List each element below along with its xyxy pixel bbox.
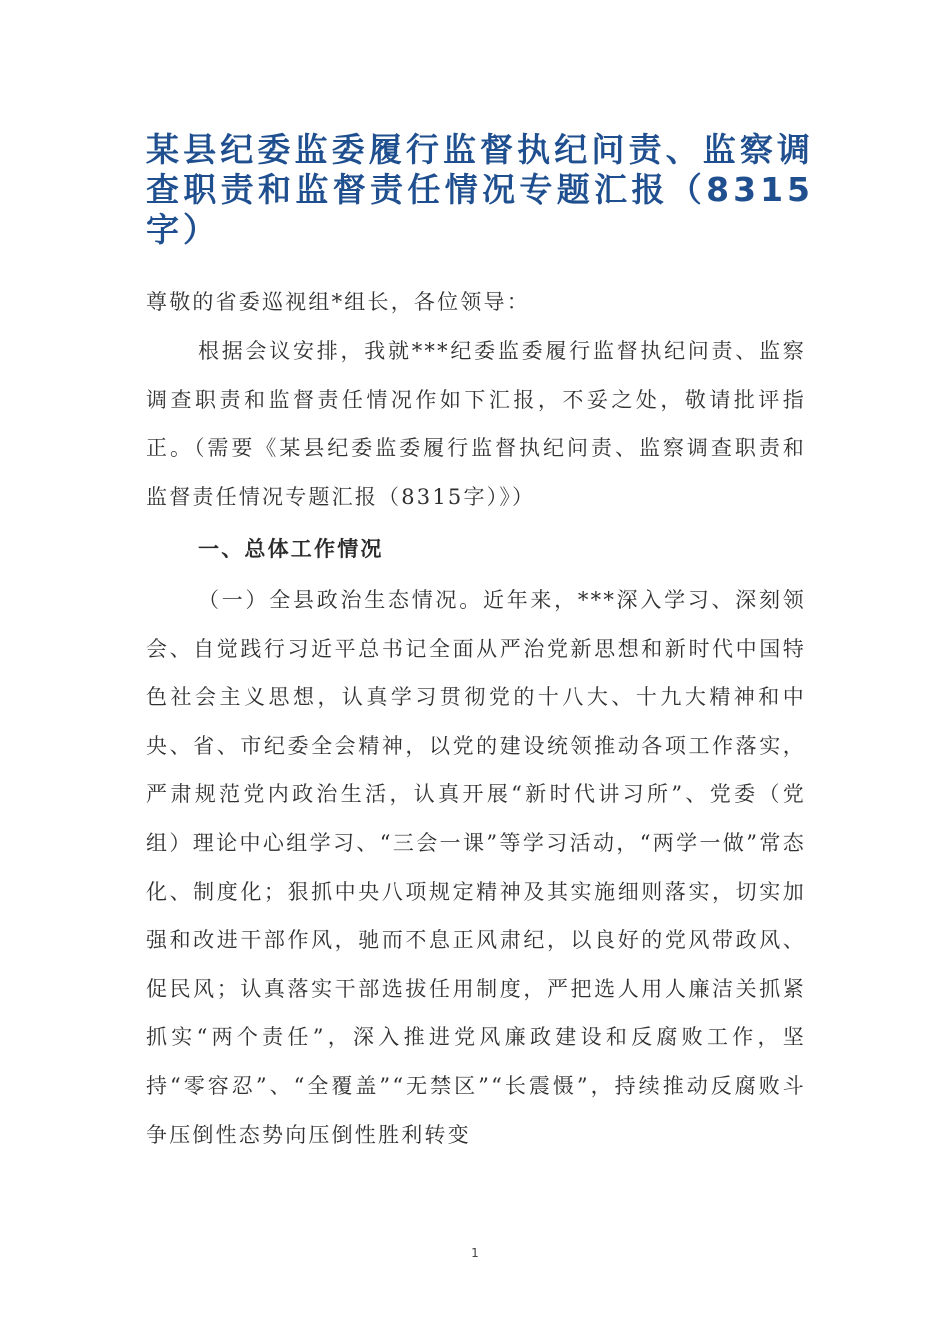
- body-paragraph: （一）全县政治生态情况。近年来，***深入学习、深刻领会、自觉践行习近平总书记全面从严治党新思想和新时代中国特色社会主义思想，认真学习贯彻党的十八大、十九大精神和中央、省、市纪委全会精神，以党的建设统领推动各项工作落实，严肃规范党内政治生活，认真开展“新时代讲习所”、党委（党组）理论中心组学习、“三会一课”等学习活动，“两学一做”常态化、制度化；狠抓中央八项规定精神及其实施细则落实，切实加强和改进干部作风，驰而不息正风肃纪，以良好的党风带政风、促民风；认真落实干部选拔任用制度，严把选人用人廉洁关抓紧抓实“两个责任”，深入推进党风廉政建设和反腐败工作，坚持“零容忍”、“全覆盖”“无禁区”“长震慑”，持续推动反腐败斗争压倒性态势向压倒性胜利转变: [146, 588, 806, 1147]
- intro-paragraph: 根据会议安排，我就***纪委监委履行监督执纪问责、监察调查职责和监督责任情况作如下汇报，不妥之处，敬请批评指正。（需要《某县纪委监委履行监督执纪问责、监察调查职责和监督责任情况专题汇报（8315字）》）: [146, 339, 806, 509]
- page-number: 1: [471, 1246, 479, 1260]
- salutation: 尊敬的省委巡视组*组长，各位领导：: [146, 290, 530, 314]
- document-title: 某县纪委监委履行监督执纪问责、监察调查职责和监督责任情况专题汇报（8315字）: [146, 130, 814, 249]
- section-heading: 一、总体工作情况: [198, 537, 384, 561]
